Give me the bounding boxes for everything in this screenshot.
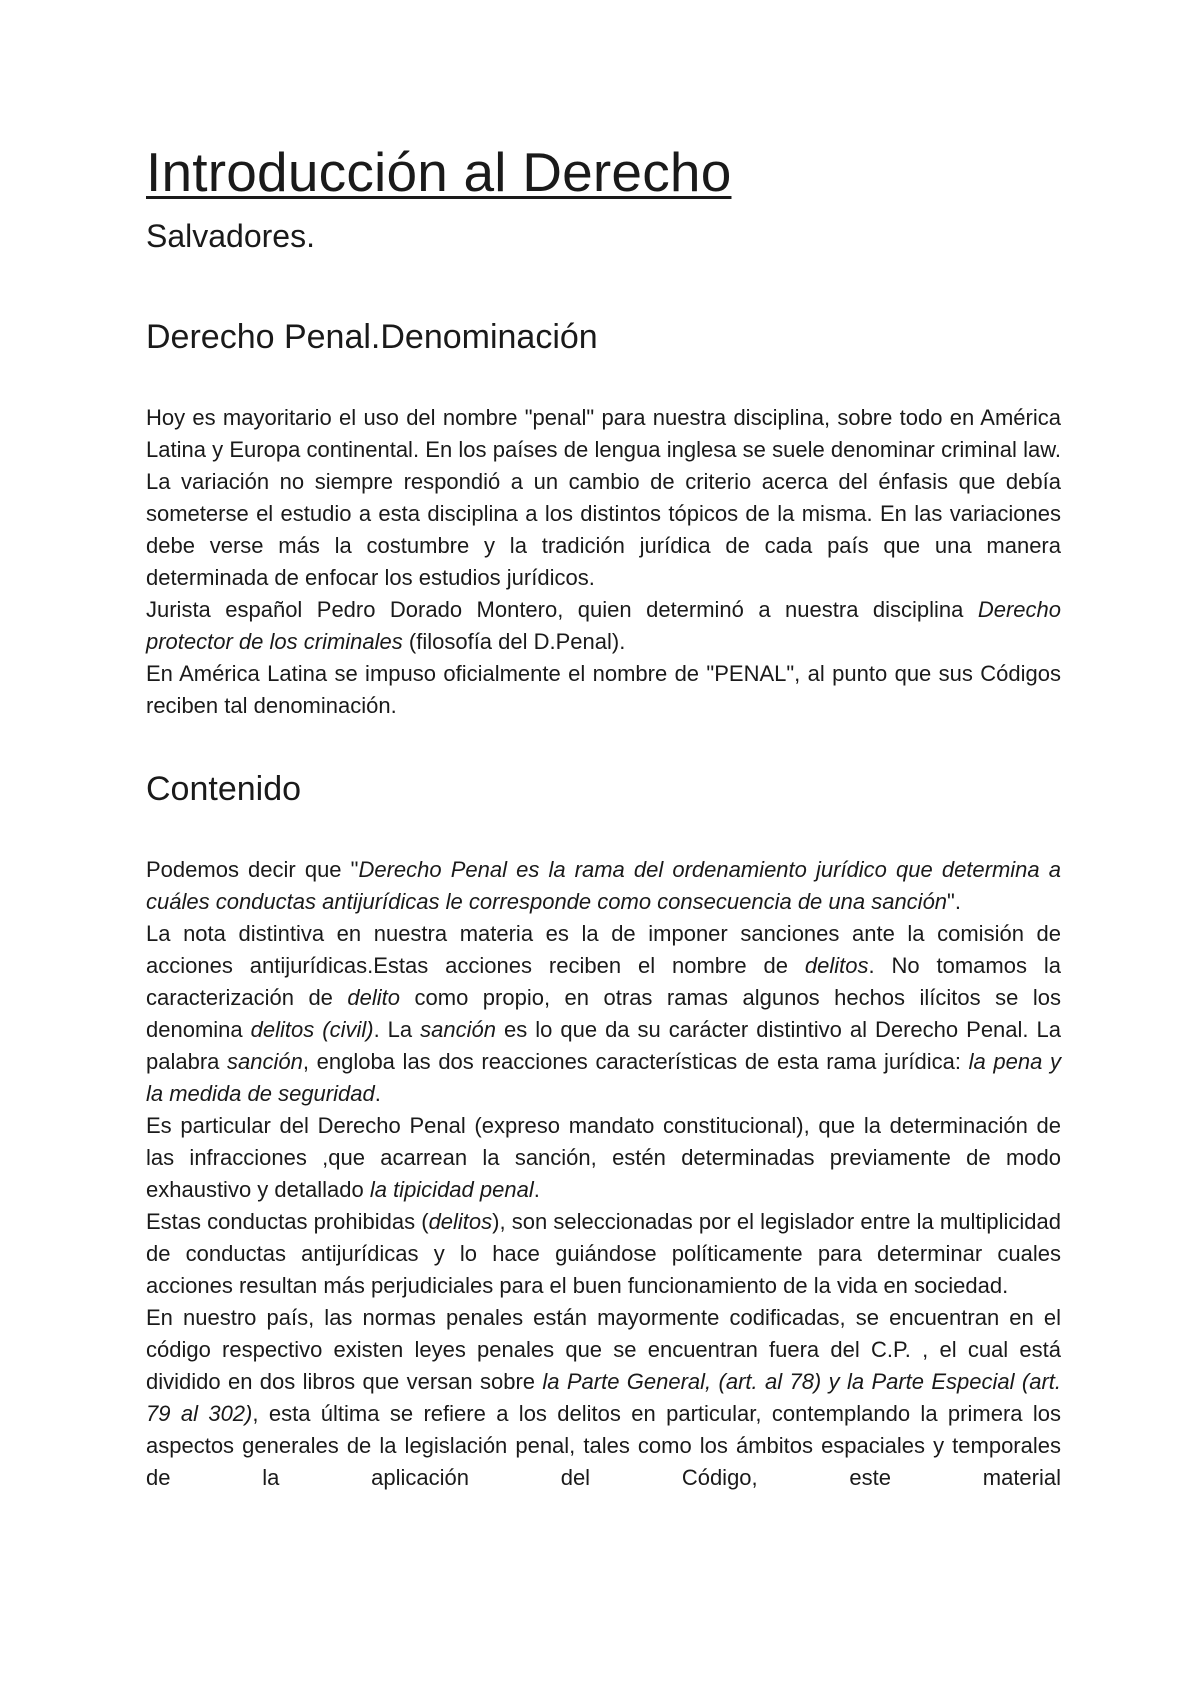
document-subtitle: Salvadores.	[146, 218, 315, 254]
italic-phrase: delitos (civil)	[250, 1017, 374, 1042]
paragraph-text: Jurista español Pedro Dorado Montero, quien determinó a nuestra disciplina	[146, 597, 964, 622]
document-page	[146, 140, 1061, 1494]
paragraph	[146, 1302, 1061, 1494]
paragraph-text: Es particular del Derecho Penal (expreso mandato constitucional), que la determinación de las infracciones ,que acarrean la sanción, estén determinadas previamente de modo exhaustivo y detallado	[146, 1113, 1061, 1202]
paragraph: Hoy es mayoritario el uso del nombre "penal" para nuestra disciplina, sobre todo en América Latina y Europa continental. En los países de lengua inglesa se suele denominar criminal law. La variación no siempre respondió a un cambio de criterio acerca del énfasis que debía someterse el estudio a esta disciplina a los distintos tópicos de la misma. En las variaciones debe verse más la costumbre y la tradición jurídica de cada país que una manera determinada de enfocar los estudios jurídicos.	[146, 405, 1061, 590]
section-body-contenido	[146, 854, 1061, 1494]
section-heading-contenido: Contenido	[146, 770, 302, 808]
document-title: Introducción al Derecho	[146, 141, 732, 203]
paragraph-text: ".	[947, 889, 961, 914]
paragraph-text: Podemos decir que "	[146, 857, 359, 882]
paragraph-text: (filosofía del D.Penal).	[402, 629, 626, 654]
paragraph-text: como propio, en otras ramas algunos hechos ilícitos se los denomina	[146, 985, 1061, 1042]
italic-phrase: la tipicidad penal	[369, 1177, 534, 1202]
italic-phrase: la pena y la medida de seguridad	[146, 1049, 1061, 1106]
paragraph	[146, 594, 1061, 658]
paragraph-text: Estas conductas prohibidas (	[146, 1209, 429, 1234]
italic-phrase: sanción	[420, 1017, 496, 1042]
paragraph-text: En nuestro país, las normas penales están mayormente codificadas, se encuentran en el código respectivo existen leyes penales que se encuentran fuera del C.P. , el cual está dividido en dos libros que versan sobre	[146, 1305, 1061, 1394]
paragraph	[146, 1206, 1061, 1302]
paragraph: En América Latina se impuso oficialmente el nombre de "PENAL", al punto que sus Códigos reciben tal denominación.	[146, 661, 1061, 718]
paragraph-text: .	[374, 1081, 381, 1106]
paragraph-text: .	[533, 1177, 540, 1202]
italic-phrase: delito	[347, 985, 401, 1010]
paragraph-text: . La	[373, 1017, 421, 1042]
section-body-denominacion	[146, 402, 1061, 722]
paragraph	[146, 1110, 1061, 1206]
italic-phrase: la Parte General, (art. al 78) y la Parte Especial (art. 79 al 302)	[146, 1369, 1061, 1426]
italic-phrase: Derecho protector de los criminales	[146, 597, 1061, 654]
italic-phrase: sanción	[227, 1049, 303, 1074]
paragraph-text: . No tomamos la caracterización de	[146, 953, 1061, 1010]
paragraph	[146, 918, 1061, 1110]
section-heading-denominacion: Derecho Penal.Denominación	[146, 318, 598, 356]
italic-phrase: delitos	[428, 1209, 493, 1234]
paragraph	[146, 854, 1061, 918]
paragraph-text: La nota distintiva en nuestra materia es la de imponer sanciones ante la comisión de acciones antijurídicas.Estas acciones reciben el nombre de	[146, 921, 1061, 978]
italic-phrase: Derecho Penal es la rama del ordenamiento jurídico que determina a cuáles conductas antijurídicas le corresponde como consecuencia de una sanción	[146, 857, 1061, 914]
paragraph-text: , engloba las dos reacciones características de esta rama jurídica:	[302, 1049, 969, 1074]
paragraph-text: ), son seleccionadas por el legislador entre la multiplicidad de conductas antijurídicas y lo hace guiándose políticamente para determinar cuales acciones resultan más perjudiciales para el buen funcionamiento de la vida en sociedad.	[146, 1209, 1061, 1298]
paragraph-text: es lo que da su carácter distintivo al Derecho Penal. La palabra	[146, 1017, 1061, 1074]
paragraph-text: , esta última se refiere a los delitos en particular, contemplando la primera los aspectos generales de la legislación penal, tales como los ámbitos espaciales y temporales de la aplicación del Código, este material	[146, 1401, 1061, 1490]
italic-phrase: delitos	[804, 953, 869, 978]
